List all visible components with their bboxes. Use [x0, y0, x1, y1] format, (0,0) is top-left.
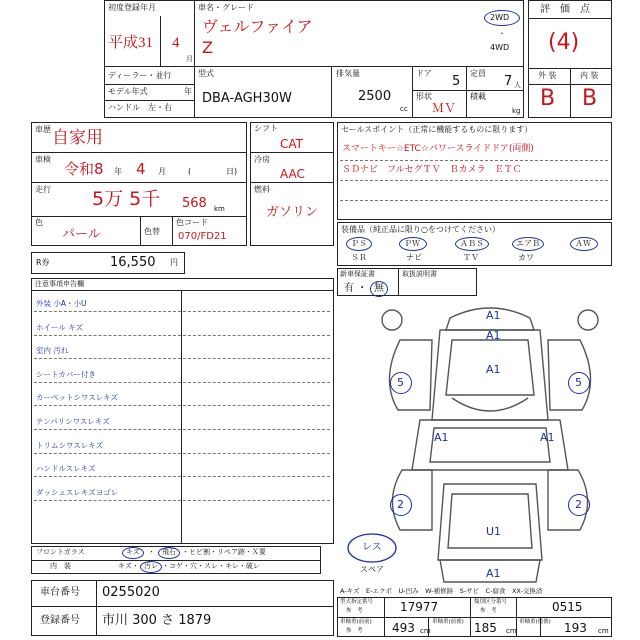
- shape-label: 形状: [416, 92, 432, 101]
- front-axle-ref: 参 考: [346, 628, 363, 634]
- note-row: 外装 小A・小U: [36, 299, 87, 308]
- shift-value: CAT: [280, 137, 303, 151]
- certificate-value: 17977: [400, 600, 439, 614]
- selling-point-line2: ＳＤナビ フルセグＴＶ Ｂカメラ ＥＴＣ: [342, 165, 522, 175]
- inspection-label: 車検: [35, 155, 51, 164]
- inspection-day-open: (: [188, 167, 192, 176]
- front-glass-item: キズ: [126, 548, 140, 556]
- note-row: 室内 汚れ: [36, 346, 69, 356]
- mileage-label: 走行: [35, 185, 51, 194]
- category-value: 0515: [552, 600, 583, 614]
- equip-leather: カワ: [518, 253, 534, 262]
- warranty-circled: 無: [374, 283, 384, 294]
- front-glass-item: ・: [148, 548, 155, 556]
- mark-rear: U1: [486, 525, 502, 538]
- inspection-era: 令和8: [64, 160, 104, 178]
- capacity-value: 7: [504, 74, 513, 89]
- rear-axle-value: 193: [564, 621, 587, 635]
- equip-abs: ＡＢＳ: [460, 239, 484, 248]
- interior-label: 内 装: [580, 71, 599, 80]
- type-label: 型式: [198, 69, 214, 78]
- warranty-value: 有 ・: [344, 283, 368, 294]
- interior-item: キズ・: [118, 562, 139, 570]
- model-name-label: 車名・グレード: [198, 3, 254, 12]
- front-axle-unit: cm: [420, 627, 431, 635]
- color-value: パール: [62, 227, 101, 242]
- note-row: カーペットシワスレキズ: [36, 393, 119, 403]
- warranty-label: 新車保証書: [340, 270, 375, 278]
- model-name: ヴェルファイア: [202, 17, 313, 36]
- door-value: 5: [452, 74, 461, 89]
- drive-2wd: 2WD: [490, 13, 510, 22]
- divider: [384, 597, 385, 637]
- divider: [470, 597, 471, 637]
- front-glass-item: 飛石: [162, 548, 176, 556]
- inspection-month-unit: 月: [158, 167, 166, 176]
- drive-dot: ・: [498, 29, 506, 38]
- plate-value: 市川 300 さ 1879: [102, 613, 212, 628]
- mid-axle-label: 車軸重(前後): [432, 619, 464, 625]
- aircon-label: 冷房: [254, 155, 270, 164]
- rear-axle-label: 車軸重(後後): [519, 619, 551, 625]
- yen-unit: 円: [170, 258, 178, 267]
- note-row: トリムシワスレキズ: [36, 440, 104, 450]
- inspection-year-unit: 年: [114, 167, 122, 176]
- equip-sr: ＳＲ: [351, 253, 367, 262]
- mid-axle-unit: cm: [506, 627, 517, 635]
- color-change-label: 色替: [144, 227, 160, 236]
- mark-rear-left-wheel: 2: [397, 498, 404, 511]
- front-glass-item: ・ヒビ割・リペア跡・Ｘ要: [182, 548, 266, 556]
- door-label: ドア: [416, 69, 432, 78]
- first-reg-era: 平成31: [108, 35, 154, 51]
- rear-axle-unit: cm: [598, 627, 609, 635]
- divider: [337, 617, 612, 618]
- kg-unit: kg: [512, 107, 521, 115]
- fuel-value: ガソリン: [266, 205, 319, 220]
- shift-label: シフト: [254, 124, 278, 133]
- handle-label: ハンドル 左・右: [108, 103, 172, 112]
- exterior-label: 外 装: [538, 71, 557, 80]
- mark-hood: A1: [486, 329, 501, 342]
- chassis-label: 車台番号: [40, 587, 80, 598]
- recycle-value: 16,550: [110, 255, 156, 270]
- note-row: ダッシュスレキズヨゴレ: [36, 487, 119, 497]
- cc-unit: cc: [400, 105, 408, 113]
- note-row: テンパリシワスレキズ: [36, 417, 110, 426]
- plate-label: 登録番号: [40, 615, 80, 626]
- fuel-label: 燃料: [254, 185, 270, 194]
- interior-item: 汚レ: [144, 562, 158, 570]
- front-axle-value: 493: [392, 621, 415, 635]
- capacity-label: 定員: [470, 69, 486, 78]
- displacement-value: 2500: [358, 89, 392, 104]
- notes-label: 注意事項申告欄: [35, 280, 84, 288]
- note-row: ハンドルスレキズ: [36, 464, 96, 474]
- interior-item: ・コゲ・穴・スレ・キレ・破レ: [162, 562, 260, 570]
- score-label: 評 価 点: [540, 4, 590, 15]
- exterior-value: B: [540, 86, 556, 111]
- month-unit: 月: [186, 55, 193, 63]
- color-code-label: 色コード: [176, 218, 208, 227]
- chassis-value: 0255020: [102, 585, 160, 600]
- inspection-month: 4: [136, 160, 146, 178]
- mark-front-bumper: A1: [486, 309, 501, 322]
- category-ref: 参 考: [480, 608, 497, 614]
- score-value: (4): [548, 30, 580, 55]
- certificate-label: 型式指定番号: [340, 599, 374, 605]
- interior-value: B: [582, 86, 598, 111]
- interior-label: 内 装: [50, 562, 71, 570]
- type-value: DBA-AGH30W: [202, 91, 292, 106]
- certificate-ref: 参 考: [346, 608, 363, 614]
- equip-navi: ナビ: [406, 253, 422, 262]
- spare-label: スペア: [360, 565, 384, 574]
- mileage-sub: 568: [182, 196, 207, 211]
- year-unit: 年: [184, 87, 192, 96]
- recycle-label: R券: [36, 258, 50, 267]
- color-label: 色: [35, 218, 43, 227]
- front-axle-label: 車軸重(前前): [340, 619, 372, 625]
- equip-ps: ＰＳ: [351, 239, 367, 248]
- mark-right-side: A1: [540, 431, 555, 444]
- mark-rear-right-wheel: 2: [575, 498, 582, 511]
- equip-aw: ＡＷ: [575, 239, 591, 248]
- first-reg-label: 初度登録年月: [108, 3, 156, 12]
- km-unit: km: [214, 205, 225, 213]
- mark-left-side: A1: [434, 431, 449, 444]
- person-unit: 人: [514, 81, 521, 89]
- note-row: シートカバー付き: [36, 369, 96, 379]
- dealer-label: ディーラー・並行: [108, 71, 172, 80]
- usage-label: 車歴: [35, 125, 51, 134]
- equip-tv: ＴＶ: [463, 253, 479, 262]
- model-year-label: モデル年式: [108, 87, 148, 96]
- legend: A-キズ E-エクボ U-凹み W-補修跡 S-サビ C-腐食 XX-交換済: [340, 587, 543, 595]
- grade: Z: [202, 38, 213, 57]
- note-row: ホイール キズ: [36, 322, 84, 332]
- displacement-label: 排気量: [336, 69, 360, 78]
- mid-axle-value: 185: [474, 621, 497, 635]
- color-code-value: 070/FD21: [178, 231, 227, 242]
- selling-points-label: セールスポイント（正常に機能するものに限ります）: [341, 125, 533, 134]
- equip-pw: ＰＷ: [404, 239, 420, 248]
- drive-4wd: 4WD: [490, 43, 510, 52]
- category-label: 類別区分番号: [474, 599, 508, 605]
- equipment-label: 装備品（純正品に限り○をつけてください）: [341, 225, 500, 234]
- mileage-main: 5万 5千: [92, 188, 161, 210]
- load-label: 積載: [470, 92, 486, 101]
- mark-roof: A1: [486, 363, 501, 376]
- equip-airbag: エアＢ: [516, 239, 540, 248]
- warranty-extra-label: 取扱説明書: [402, 270, 437, 278]
- aircon-value: AAC: [280, 167, 305, 181]
- usage-value: 自家用: [52, 128, 103, 148]
- front-glass-label: フロントガラス: [36, 548, 85, 556]
- shape-value: ＭＶ: [432, 101, 457, 115]
- selling-point-line1: スマートキー☆ETC☆パワースライドドア(両側): [342, 144, 534, 154]
- spare-circle-text: レス: [362, 542, 382, 553]
- inspection-day-close: 日): [226, 167, 238, 176]
- mark-front-right-wheel: 5: [575, 376, 582, 389]
- mark-front-left-wheel: 5: [397, 376, 404, 389]
- first-reg-month: 4: [172, 35, 180, 51]
- mark-rear-bumper: A1: [486, 567, 501, 580]
